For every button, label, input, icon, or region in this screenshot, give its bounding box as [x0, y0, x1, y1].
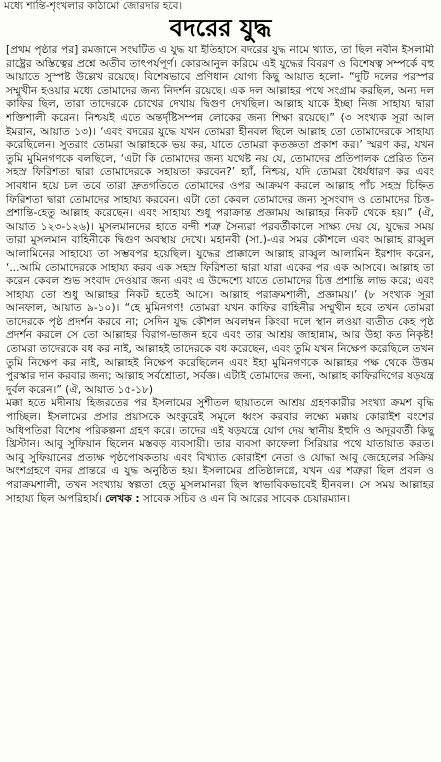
article-body	[6, 44, 434, 756]
article-paragraph-1: [প্রথম পৃষ্ঠার পর] রমজানে সংঘটিত এ যুদ্ধ যা ইতিহাসে বদরের যুদ্ধ নামে খ্যাত, তা ছিল নবীন ইসলামী রাষ্ট্রের অস্তিত্বের প্রশ্নে অতীব তাৎপর্যপূর্ণ। কোরআনুল করিমে এই যুদ্ধের বিবরণ ও বিশেষত্ব সম্পর্কে বহু আয়াতে সুস্পষ্ট উল্লেখ রয়েছে। বিশেষভাবে প্রণিধান যোগ্য কিছু আয়াত হলো- “দুটি দলের পরস্পর সম্মুখীন হওয়ার মধ্যে তোমাদের জন্য নিদর্শন রয়েছে। এক দল আল্লাহর পথে সংগ্রাম করছিল, অন্য দল কাফির ছিল, তারা তাদেরকে চোখের দেখায় দ্বিগুণ দেখছিল। আল্লাহ যাকে ইচ্ছা নিজ সাহায্য দ্বারা শক্তিশালী করেন। নিশ্চয়ই এতে অন্তর্দৃষ্টিসম্পন্ন লোকের জন্য শিক্ষা রয়েছে।” (৩ সংখ্যক সূরা আল ইমরান, আয়াত ১৩)। ‘এবং বদরের যুদ্ধে যখন তোমরা হীনবল ছিলে আল্লাহ তো তোমাদেরকে সাহায্য করেছিলেন। সুতরাং তোমরা আল্লাহকে ভয় কর, যাতে তোমরা কৃতজ্ঞতা প্রকাশ কর।’ স্মরণ কর, যখন তুমি মুমিনগণকে বলছিলে, ‘এটা কি তোমাদের জন্য যথেষ্ট নয় যে, তোমাদের প্রতিপালক প্রেরিত তিন সহস্র ফিরিশতা দ্বারা তোমাদেরকে সহায়তা করবেন?’ হ্যাঁ, নিশ্চয়, যদি তোমরা ধৈর্যধারণ কর এবং সাবধান হয়ে চল তবে তারা দ্রুতগতিতে তোমাদের ওপর আক্রমণ করলে আল্লাহ পাঁচ সহস্র চিহ্নিত ফিরিশতা দ্বারা তোমাদের সাহায্য করবেন। এটা তো কেবল তোমাদের জন্য সুসংবাদ ও তোমাদের চিত্ত-প্রশান্তি-হেতু আল্লাহ করেছেন। এবং সাহায্য শুধু পরাক্রান্ত প্রজ্ঞাময় আল্লাহর নিকট থেকে হয়।” (ঐ, আয়াত ১২৩-১২৬)। মুসলমানদের হাতে বন্দী শত্রু সৈন্যরা পরবর্তীকালে সাক্ষ্য দেয় যে, যুদ্ধের সময় তারা মুসলমান বাহিনীকে দ্বিগুণ অবস্থায় দেখে। মহানবী (সা.)-এর সমর কৌশলে এবং আল্লাহ রাব্বুল আলামিনের সাহায্যে তা সম্ভবপর হয়েছিল। যুদ্ধের প্রাক্কালে আল্লাহ রাব্বুল আলামিন ইরশাদ করেন, ‘...আমি তোমাদেরকে সাহায্য করব এক সহস্র ফিরিশতা দ্বারা যারা একের পর এক আসবে। আল্লাহ তা করেন কেবল শুভ সংবাদ দেওয়ার জন্য এবং এ উদ্দেশ্যে যাতে তোমাদের চিত্ত প্রশান্তি লাভ করে; এবং সাহায্য তো শুধু আল্লাহর নিকট হতেই আসে। আল্লাহ পরাক্রমশালী, প্রজ্ঞাময়।’ (৮ সংখ্যক সূরা আনফাল, আয়াত ৯-১০)। “হে মুমিনগণ! তোমরা যখন কাফির বাহিনীর সম্মুখীন হবে তখন তোমরা তাদেরকে পৃষ্ঠ প্রদর্শন করবে না; সেদিন যুদ্ধ কৌশল অবলম্বন কিংবা দলে স্থান লওয়া ব্যতীত কেহ পৃষ্ঠ প্রদর্শন করলে সে তো আল্লাহর বিরাগ-ভাজন হবে এবং তার আশ্রয় জাহান্নাম, আর উহা কত নিকৃষ্ট! তোমরা তাদেরকে বধ কর নাই, আল্লাহই তাদেরকে বধ করেছেন, এবং তুমি যখন নিক্ষেপ করেছিলে তখন তুমি নিক্ষেপ কর নাই, আল্লাহই নিক্ষেপ করেছিলেন এবং ইহা মুমিনগণকে আল্লাহর পক্ষ থেকে উত্তম পুরস্কার দান করবার জন্য; আল্লাহ সর্বশ্রোতা, সর্বজ্ঞ। এটাই তোমাদের জন্য, আল্লাহ কাফিরদিগের ষড়যন্ত্র দুর্বল করেন।” (ঐ, আয়াত ১৫-১৮)	[6, 44, 434, 396]
author-credit: সাবেক সচিব ও এন বি আরের সাবেক চেয়ারম্যান।	[142, 492, 351, 505]
paragraph-2-text: মক্কা হতে মদীনায় হিজরতের পর ইসলামের সুশীতল ছায়াতলে আশ্রয় গ্রহণকারীর সংখ্যা ক্রমশ বৃদ্ধি পাচ্ছিল। ইসলামের প্রসার প্রয়াসকে অংকুরেই সমূলে ধ্বংস করবার লক্ষ্যে মক্কায় কোরাইশ বংশের অধিপতিরা বিশেষ পরিকল্পনা গ্রহণ করে। তাদের এই ষড়যন্ত্রে যোগ দেয় স্থানীয় ইহুদি ও অদূরবর্তী কিছু খ্রিস্টান। আবু সুফিয়ান ছিলেন মস্তবড় ব্যবসায়ী। তার ব্যবসা কাফেলা সিরিয়ার পথে যাতায়াত করত। আবু সুফিয়ানের প্রত্যক্ষ পৃষ্ঠপোষকতায় এবং বিখ্যাত কোরাইশ নেতা ও যোদ্ধা আবু জেহেলের সক্রিয় অংশগ্রহণে বদর প্রান্তরে এ যুদ্ধ অনুষ্ঠিত হয়। ইসলামের প্রতিষ্ঠালগ্নে, যখন এর শত্রুরা ছিল প্রবল ও পরাক্রমশালী, তখন সংখ্যায় স্বল্পতা হেতু মুসলমানরা ছিল স্বাভাবিকভাবেই হীনবল। সে সময় আল্লাহর সাহায্য ছিল অপরিহার্য।	[6, 397, 434, 505]
article-paragraph-2	[6, 397, 434, 506]
previous-article-tail: মধ্যে শান্তি-শৃংখলার কাঠামো জোরদার হবে।	[4, 0, 183, 12]
article-headline: বদরের যুদ্ধ	[169, 13, 272, 42]
author-label: লেখক :	[105, 492, 140, 505]
